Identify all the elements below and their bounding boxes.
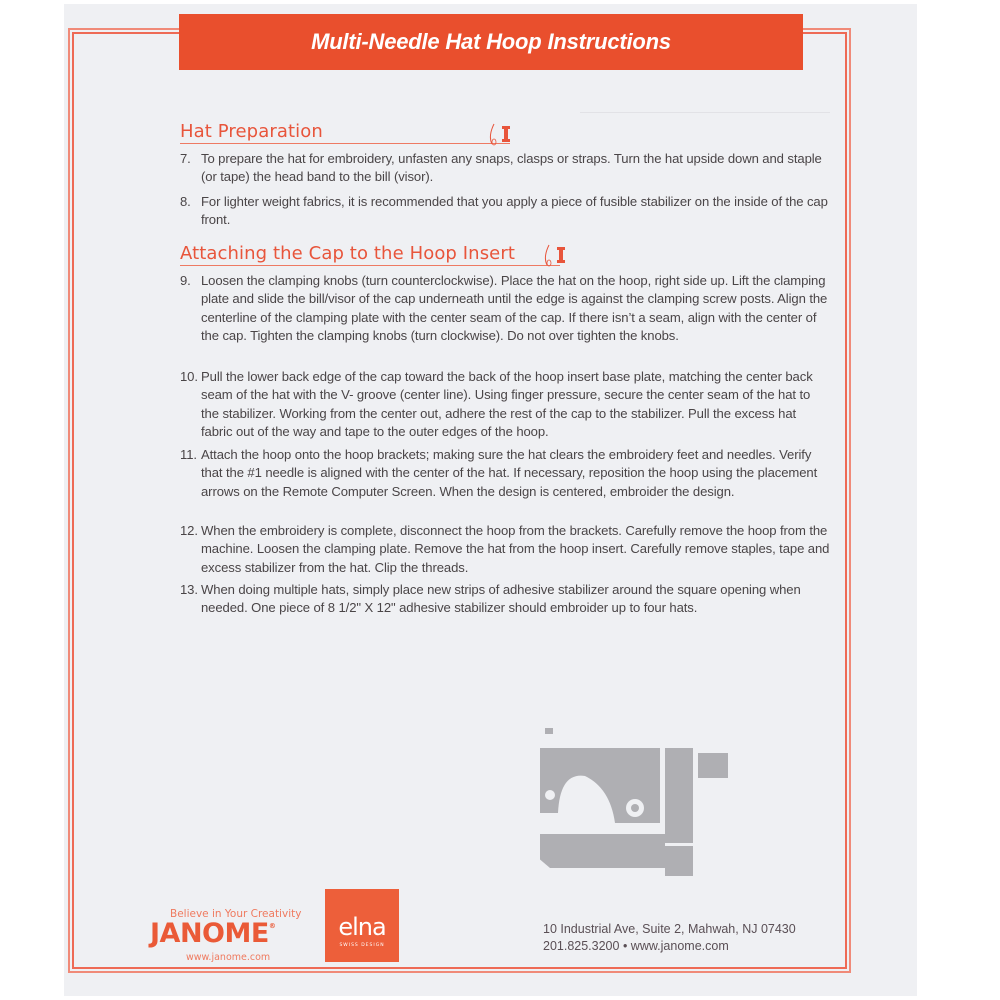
spool-needle-icon <box>478 122 518 146</box>
elna-logo <box>325 889 399 962</box>
janome-url: www.janome.com <box>186 952 271 963</box>
heading-underline <box>180 143 510 144</box>
elna-subtitle: SWISS DESIGN <box>339 943 385 948</box>
section-heading-attaching-cap: Attaching the Cap to the Hoop Insert <box>180 243 516 264</box>
spool-needle-icon <box>533 243 573 267</box>
section-heading-hat-preparation: Hat Preparation <box>180 121 323 142</box>
step-7: 7. To prepare the hat for embroidery, unfasten any snaps, clasps or straps. Turn the hat upside down and staple (or tape) the head band to the bill (visor). <box>180 151 822 185</box>
sewing-machine-icon <box>540 728 840 878</box>
step-8: 8. For lighter weight fabrics, it is recommended that you apply a piece of fusible stabilizer on the inside of the cap front. <box>180 194 828 228</box>
step-9: 9. Loosen the clamping knobs (turn counterclockwise). Place the hat on the hoop, right side up. Lift the clamping plate and slide the bill/visor of the cap underneath until the edge is against the clamping screw posts. Align the centerline of the clamping plate with the center seam of the cap. If there isn’t a seam, align with the center of the cap. Tighten the clamping knobs (turn clockwise). Do not over tighten the knobs. <box>180 273 828 343</box>
title-banner <box>179 14 803 70</box>
step-10: 10. Pull the lower back edge of the cap toward the back of the hoop insert base plate, matching the center back seam of the hat with the V- groove (center line). Using finger pressure, secure the center seam of the hat to the stabilizer. Working from the center out, adhere the rest of the cap to the stabilizer. Pull the excess hat fabric out of the way and tape to the outer edges of the hoop. <box>180 369 813 439</box>
janome-tagline: Believe in Your Creativity <box>170 908 302 920</box>
heading-underline <box>180 265 560 266</box>
janome-logo <box>150 918 275 949</box>
janome-wordmark: JANOME <box>150 918 269 949</box>
bleed-through-text <box>580 112 830 113</box>
address-line-2: 201.825.3200 • www.janome.com <box>543 939 729 953</box>
step-12: 12. When the embroidery is complete, disconnect the hoop from the brackets. Carefully remove the hoop from the machine. Loosen the clamping plate. Remove the hat from the hoop insert. Carefully remove staples, tape and excess stabilizer from the hat. Clip the threads. <box>180 523 830 575</box>
registered-mark: ® <box>268 922 276 930</box>
document-title: Multi-Needle Hat Hoop Instructions <box>311 29 671 54</box>
address-line-1: 10 Industrial Ave, Suite 2, Mahwah, NJ 07430 <box>543 922 796 936</box>
step-13: 13. When doing multiple hats, simply place new strips of adhesive stabilizer around the square opening when needed. One piece of 8 1/2" X 12" adhesive stabilizer should embroider up to four hats. <box>180 582 801 616</box>
step-11: 11. Attach the hoop onto the hoop brackets; making sure the hat clears the embroidery feet and needles. Verify that the #1 needle is aligned with the center of the hat. If necessary, reposition the hoop using the placement arrows on the Remote Computer Screen. When the design is centered, embroider the design. <box>180 447 818 499</box>
elna-wordmark: elna <box>338 913 386 941</box>
company-address <box>543 921 796 955</box>
